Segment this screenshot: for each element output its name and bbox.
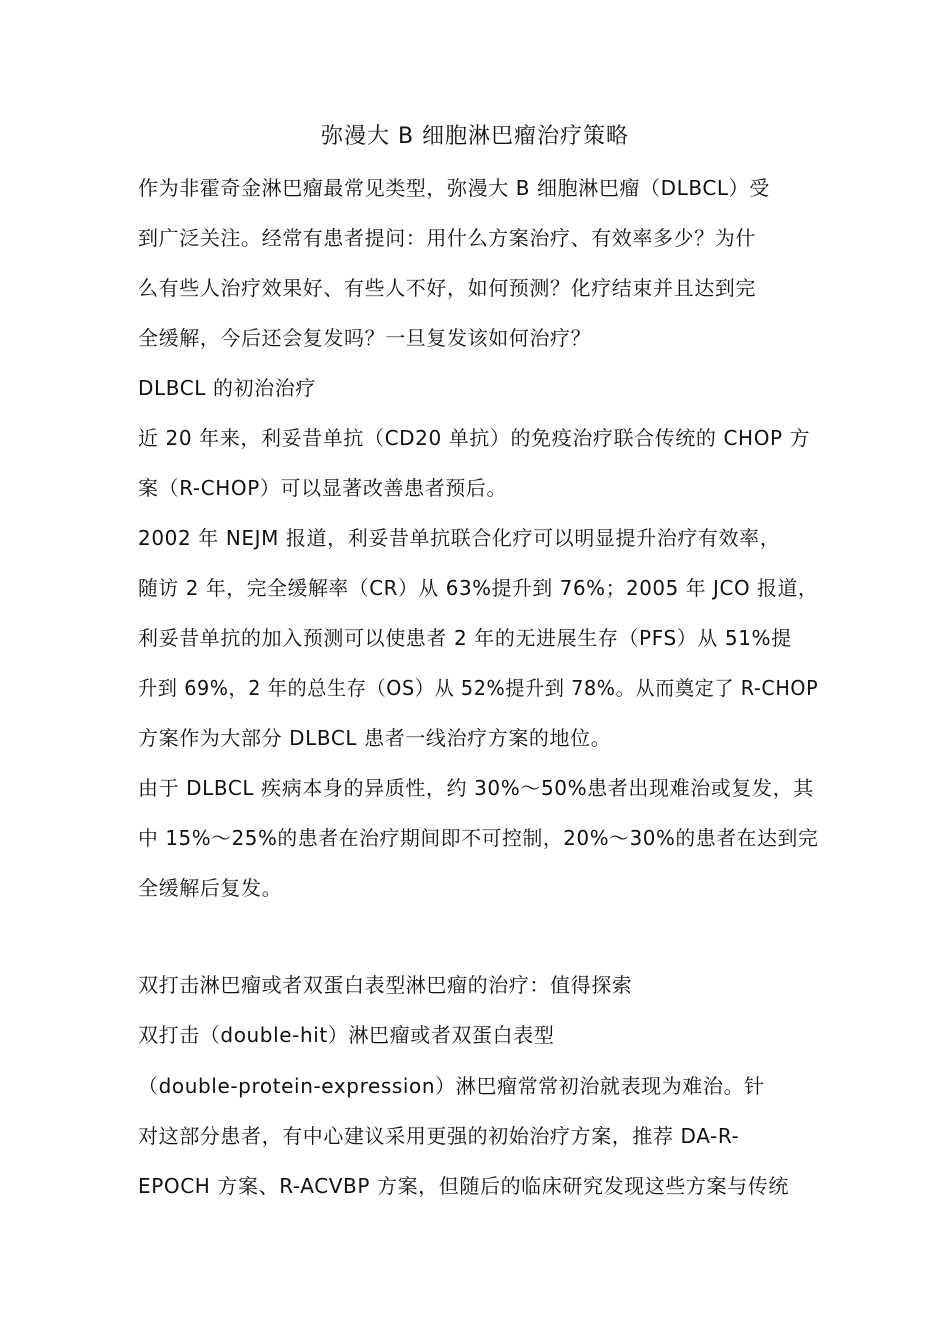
paragraph-line: 由于 DLBCL 疾病本身的异质性，约 30%～50%患者出现难治或复发，其: [138, 776, 814, 800]
paragraph-line: 案（R-CHOP）可以显著改善患者预后。: [138, 476, 508, 500]
section-heading: 双打击淋巴瘤或者双蛋白表型淋巴瘤的治疗：值得探索: [138, 973, 633, 997]
paragraph-line: 升到 69%，2 年的总生存（OS）从 52%提升到 78%。从而奠定了 R-CHOP: [138, 676, 819, 700]
paragraph-line: 到广泛关注。经常有患者提问：用什么方案治疗、有效率多少？为什: [138, 226, 756, 250]
paragraph-line: 双打击（double-hit）淋巴瘤或者双蛋白表型: [138, 1023, 555, 1047]
paragraph-line: 全缓解，今后还会复发吗？一旦复发该如何治疗？: [138, 326, 592, 350]
section-heading: DLBCL 的初治治疗: [138, 376, 316, 400]
paragraph-line: 作为非霍奇金淋巴瘤最常见类型，弥漫大 B 细胞淋巴瘤（DLBCL）受: [138, 176, 770, 200]
paragraph-line: 中 15%～25%的患者在治疗期间即不可控制，20%～30%的患者在达到完: [138, 826, 819, 850]
paragraph-line: 随访 2 年，完全缓解率（CR）从 63%提升到 76%；2005 年 JCO 报道，: [138, 576, 819, 600]
paragraph-line: 利妥昔单抗的加入预测可以使患者 2 年的无进展生存（PFS）从 51%提: [138, 626, 792, 650]
paragraph-line: 近 20 年来，利妥昔单抗（CD20 单抗）的免疫治疗联合传统的 CHOP 方: [138, 426, 811, 450]
paragraph-line: 么有些人治疗效果好、有些人不好，如何预测？化疗结束并且达到完: [138, 276, 756, 300]
paragraph-line: 对这部分患者，有中心建议采用更强的初始治疗方案，推荐 DA-R-: [138, 1124, 740, 1148]
paragraph-line: （double-protein-expression）淋巴瘤常常初治就表现为难治。针: [138, 1074, 765, 1098]
paragraph-line: 2002 年 NEJM 报道，利妥昔单抗联合化疗可以明显提升治疗有效率，: [138, 526, 781, 550]
paragraph-line: 全缓解后复发。: [138, 876, 283, 900]
paragraph-line: EPOCH 方案、R-ACVBP 方案，但随后的临床研究发现这些方案与传统: [138, 1174, 789, 1198]
document-title: 弥漫大 B 细胞淋巴瘤治疗策略: [320, 124, 630, 149]
paragraph-line: 方案作为大部分 DLBCL 患者一线治疗方案的地位。: [138, 726, 612, 750]
